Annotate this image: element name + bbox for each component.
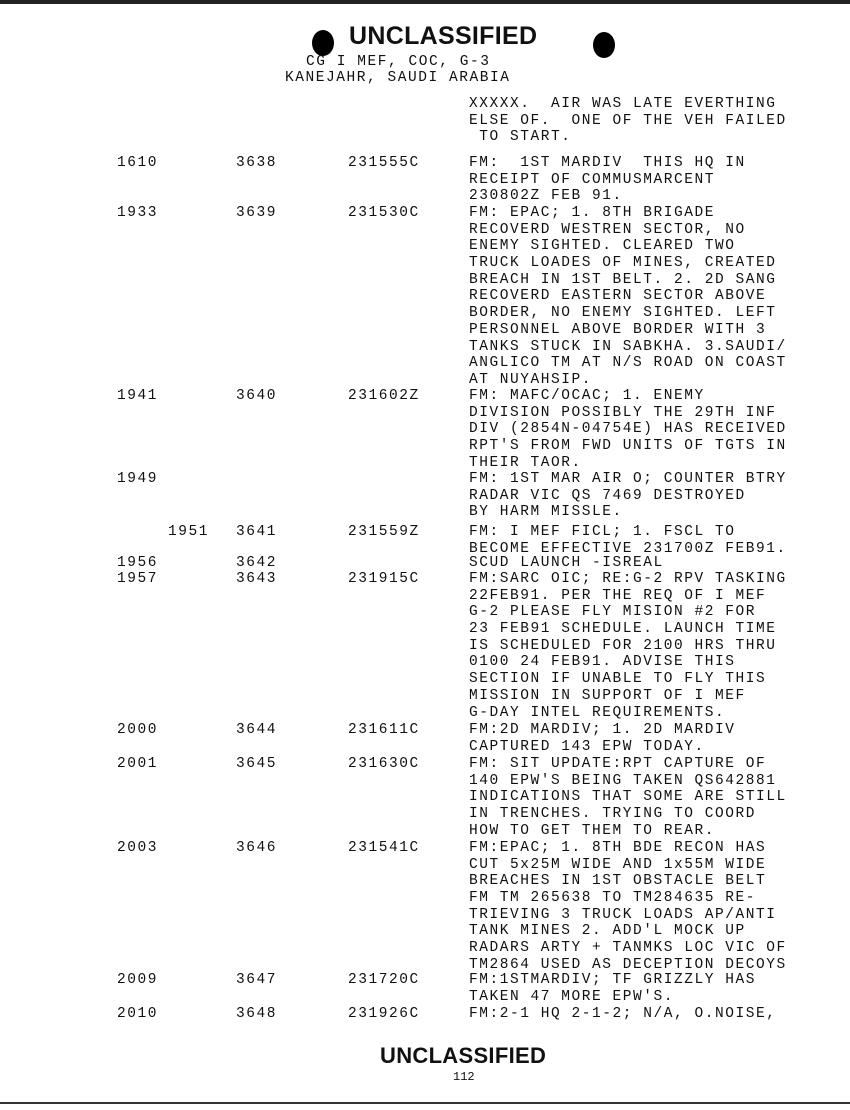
entry-text-line: FM: MAFC/OCAC; 1. ENEMY <box>469 388 705 404</box>
entry-dtg: 231602Z <box>348 388 420 404</box>
entry-dtg: 231915C <box>348 571 420 587</box>
entry-time: 2001 <box>117 756 159 772</box>
entry-number: 3639 <box>236 205 278 221</box>
entry-text-line: BORDER, NO ENEMY SIGHTED. LEFT <box>469 305 777 322</box>
entry-text-line: FM:2-1 HQ 2-1-2; N/A, O.NOISE, <box>469 1006 777 1022</box>
entry-text-line: FM: I MEF FICL; 1. FSCL TO <box>469 524 736 540</box>
entry-text-line: RECOVERD EASTERN SECTOR ABOVE <box>469 288 767 305</box>
entry-text-line: RPT'S FROM FWD UNITS OF TGTS IN <box>469 438 787 455</box>
entry-text <box>469 524 787 557</box>
entry-text-line: DIV (2854N-04754E) HAS RECEIVED <box>469 421 787 438</box>
entry-text-line: AT NUYAHSIP. <box>469 371 593 388</box>
entry-text-line: FM:EPAC; 1. 8TH BDE RECON HAS <box>469 840 767 856</box>
entry-text-line: TANK MINES 2. ADD'L MOCK UP <box>469 923 746 940</box>
entry-number: 3648 <box>236 1006 278 1022</box>
entry-text-line: TRIEVING 3 TRUCK LOADS AP/ANTI <box>469 906 777 923</box>
entry-text-line: 22FEB91. PER THE REQ OF I MEF <box>469 587 767 604</box>
entry-text-line: FM: EPAC; 1. 8TH BRIGADE <box>469 205 716 221</box>
entry-text <box>469 722 736 755</box>
entry-number: 3646 <box>236 840 278 856</box>
entry-number: 3644 <box>236 722 278 738</box>
entry-text-line: CAPTURED 143 EPW TODAY. <box>469 738 705 755</box>
entry-text-line: 0100 24 FEB91. ADVISE THIS <box>469 654 736 671</box>
entry-text-line: BREACH IN 1ST BELT. 2. 2D SANG <box>469 271 777 288</box>
entry-text-line: RECOVERD WESTREN SECTOR, NO <box>469 221 746 238</box>
entry-time: 1949 <box>117 471 159 487</box>
entry-time: 1933 <box>117 205 159 221</box>
entry-text <box>469 155 746 205</box>
entry-text-line: DIVISION POSSIBLY THE 29TH INF <box>469 404 777 421</box>
entry-text-line: FM:1STMARDIV; TF GRIZZLY HAS <box>469 972 757 988</box>
entry-text-line: IS SCHEDULED FOR 2100 HRS THRU <box>469 637 777 654</box>
entry-text <box>469 840 787 974</box>
entry-text-line: TANKS STUCK IN SABKHA. 3.SAUDI/ <box>469 338 787 355</box>
entry-text-line: ELSE OF. ONE OF THE VEH FAILED <box>469 112 787 129</box>
entry-number: 3643 <box>236 571 278 587</box>
entry-dtg: 231611C <box>348 722 420 738</box>
entry-text-line: RECEIPT OF COMMUSMARCENT <box>469 171 716 188</box>
entry-text-line: BREACHES IN 1ST OBSTACLE BELT <box>469 873 767 890</box>
entry-text-line: TRUCK LOADES OF MINES, CREATED <box>469 255 777 272</box>
entry-dtg: 231541C <box>348 840 420 856</box>
entry-text <box>469 571 787 721</box>
entry-time: 2010 <box>117 1006 159 1022</box>
entry-number: 3640 <box>236 388 278 404</box>
entry-text-line: TO START. <box>469 129 572 146</box>
entry-number: 3641 <box>236 524 278 540</box>
entry-dtg: 231630C <box>348 756 420 772</box>
entry-text <box>469 471 787 521</box>
entry-text <box>469 388 787 471</box>
entry-text <box>469 972 756 1005</box>
entry-text-line: BY HARM MISSLE. <box>469 504 623 521</box>
entry-text-line: TM2864 USED AS DECEPTION DECOYS <box>469 956 787 973</box>
entry-time: 1957 <box>117 571 159 587</box>
entry-number: 3645 <box>236 756 278 772</box>
entry-dtg: 231720C <box>348 972 420 988</box>
entry-text-line: ANGLICO TM AT N/S ROAD ON COAST <box>469 355 787 372</box>
entry-time: 1941 <box>117 388 159 404</box>
entry-time: 2003 <box>117 840 159 856</box>
entry-text-line: THEIR TAOR. <box>469 454 582 471</box>
header-classification: UNCLASSIFIED <box>349 22 538 50</box>
header-location: KANEJAHR, SAUDI ARABIA <box>285 70 511 86</box>
entry-text-line: 230802Z FEB 91. <box>469 188 623 205</box>
entry-number: 3642 <box>236 555 278 571</box>
entry-text-line: ENEMY SIGHTED. CLEARED TWO <box>469 238 736 255</box>
entry-text-line: RADARS ARTY + TANMKS LOC VIC OF <box>469 940 787 957</box>
entry-text-line: SECTION IF UNABLE TO FLY THIS <box>469 671 767 688</box>
entry-text-line: 140 EPW'S BEING TAKEN QS642881 <box>469 772 777 789</box>
entry-text-line: FM TM 265638 TO TM284635 RE- <box>469 890 757 907</box>
scan-top-border <box>0 0 850 4</box>
entry-time: 1610 <box>117 155 159 171</box>
entry-text-line: HOW TO GET THEM TO REAR. <box>469 822 716 839</box>
entry-text-line: FM:2D MARDIV; 1. 2D MARDIV <box>469 722 736 738</box>
entry-text-line: CUT 5x25M WIDE AND 1x55M WIDE <box>469 856 767 873</box>
punch-hole-left-icon <box>312 30 334 56</box>
entry-text-line: TAKEN 47 MORE EPW'S. <box>469 988 675 1005</box>
entry-text-line: IN TRENCHES. TRYING TO COORD <box>469 806 757 823</box>
entry-text <box>469 205 787 389</box>
entry-text-line: PERSONNEL ABOVE BORDER WITH 3 <box>469 321 767 338</box>
entry-text-line: FM: 1ST MAR AIR O; COUNTER BTRY <box>469 471 787 487</box>
punch-hole-right-icon <box>593 32 615 58</box>
page-number: 112 <box>453 1070 475 1084</box>
entry-text-line: XXXXX. AIR WAS LATE EVERTHING <box>469 96 777 112</box>
entry-text-line: MISSION IN SUPPORT OF I MEF <box>469 687 746 704</box>
entry-text-line: SCUD LAUNCH -ISREAL <box>469 555 664 571</box>
entry-time: 2000 <box>117 722 159 738</box>
entry-text-line: G-2 PLEASE FLY MISION #2 FOR <box>469 604 757 621</box>
entry-dtg: 231555C <box>348 155 420 171</box>
entry-time: 1956 <box>117 555 159 571</box>
entry-text <box>469 756 787 839</box>
entry-time: 2009 <box>117 972 159 988</box>
entry-text-line: FM:SARC OIC; RE:G-2 RPV TASKING <box>469 571 787 587</box>
entry-text-line: 23 FEB91 SCHEDULE. LAUNCH TIME <box>469 621 777 638</box>
entry-text-line: INDICATIONS THAT SOME ARE STILL <box>469 789 787 806</box>
entry-dtg: 231559Z <box>348 524 420 540</box>
entry-time: 1951 <box>168 524 210 540</box>
entry-text <box>469 555 664 572</box>
header-unit: CG I MEF, COC, G-3 <box>306 54 491 70</box>
footer-classification: UNCLASSIFIED <box>380 1043 547 1068</box>
entry-text-line: RADAR VIC QS 7469 DESTROYED <box>469 487 746 504</box>
entry-number: 3638 <box>236 155 278 171</box>
entry-text <box>469 96 787 146</box>
entry-dtg: 231926C <box>348 1006 420 1022</box>
entry-text <box>469 1006 777 1023</box>
entry-text-line: BECOME EFFECTIVE 231700Z FEB91. <box>469 540 787 557</box>
scan-bottom-border <box>0 1102 850 1104</box>
entry-text-line: G-DAY INTEL REQUIREMENTS. <box>469 704 726 721</box>
entry-text-line: FM: SIT UPDATE:RPT CAPTURE OF <box>469 756 767 772</box>
entry-number: 3647 <box>236 972 278 988</box>
entry-text-line: FM: 1ST MARDIV THIS HQ IN <box>469 155 746 171</box>
entry-dtg: 231530C <box>348 205 420 221</box>
